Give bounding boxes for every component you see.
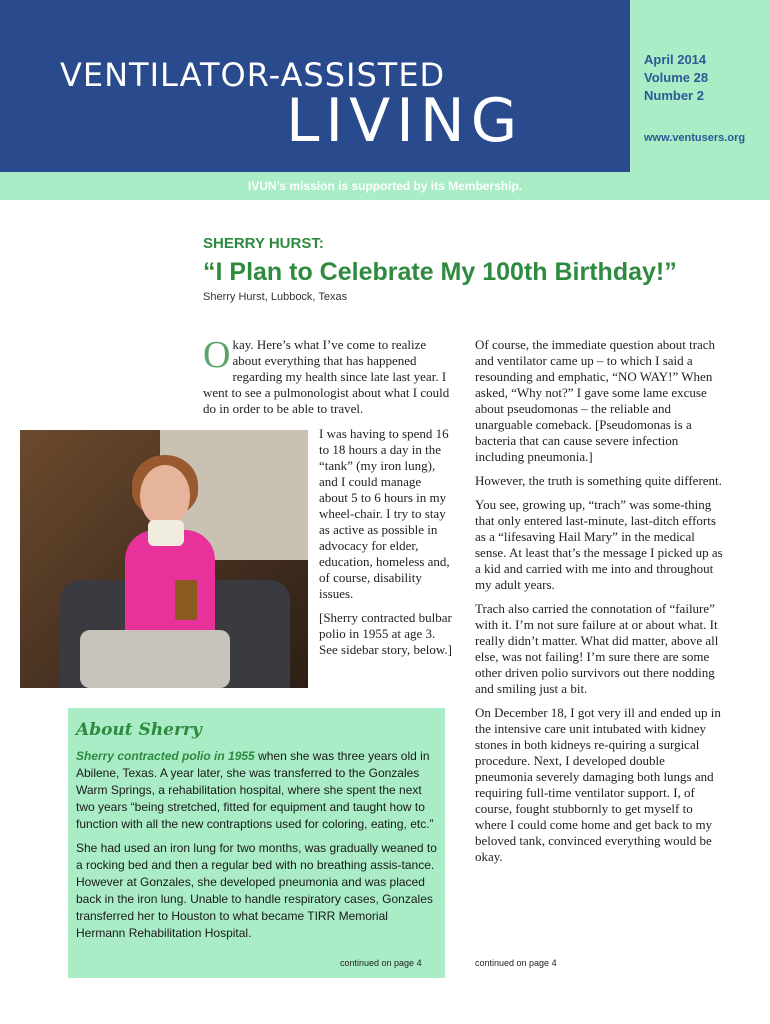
right-paragraph-3: You see, growing up, “trach” was some-thing that only entered last-minute, last-ditch efforts as a “lifesaving Hail Mary” in the medical sense. At least that’s the message I picked up as a kid and carried with me into and throughout my adult years. (475, 497, 723, 592)
sidebar-continued-note: continued on page 4 (340, 958, 422, 968)
photo-face (140, 465, 190, 527)
photo-cup (175, 580, 197, 620)
right-continued-note: continued on page 4 (475, 958, 557, 968)
issue-date: April 2014 (644, 52, 707, 67)
photo-shirt (125, 530, 215, 640)
photo-lap-tray (80, 630, 230, 688)
sidebar-title: About Sherry (76, 720, 202, 740)
intro-text: kay. Here’s what I’ve come to realize about everything that has happened regarding my health since late last year. I went to see a pulmonologist about what I could do in order to be able to travel. (203, 337, 450, 416)
right-paragraph-4: Trach also carried the connotation of “failure” with it. I’m not sure failure at or about what. It really didn’t matter. What did matter, above all else, was not failing! I’m sure there are some other driven polio survivors out there nodding and smiling just a bit. (475, 601, 719, 696)
article-right-column (475, 337, 725, 873)
mission-bar (0, 172, 770, 200)
website-link[interactable]: www.ventusers.org (644, 132, 746, 144)
sidebar-lead: Sherry contracted polio in 1955 (76, 749, 255, 763)
right-paragraph-2: However, the truth is something quite different. (475, 473, 722, 488)
right-paragraph-5: On December 18, I got very ill and ended up in the intensive care unit intubated with kidney stones in both kidneys re-quiring a surgical procedure. Next, I developed double pneumonia severely damaging both lungs and requiring full-time ventilator support. I, of course, fought stubbornly to get myself to where I could come home and get back to my beloved tank, convinced everything would be okay. (475, 705, 721, 864)
narrow-paragraph-1: I was having to spend 16 to 18 hours a day in the “tank” (my iron lung), and I could manage about 5 to 6 hours in my wheel-chair. I try to stay as active as possible in advocacy for elder, education, homeless and, of course, disability issues. (319, 426, 450, 601)
sidebar-p1-rest: when she was three years old in Abilene, Texas. A year later, she was transferred to the Gonzales Warm Springs, a rehabilitation hospital, where she spent the next two years “being stretched, fitted for equipment and taught how to function with all the new contraptions used for coloring, eating, etc.” (76, 749, 434, 831)
issue-number: Number 2 (644, 88, 704, 103)
article-headline: “I Plan to Celebrate My 100th Birthday!” (203, 258, 677, 286)
right-paragraph-1: Of course, the immediate question about trach and ventilator came up – to which I said a resounding and emphatic, “NO WAY!” When asked, “Why not?” I gave some lame excuse about pseudomonas – the reliable and unarguable comeback. [Pseudomonas is a bacteria that can cause severe infection including pneumonia.] (475, 337, 716, 464)
issue-volume: Volume 28 (644, 70, 709, 85)
sidebar-paragraph-2: She had used an iron lung for two months, was gradually weaned to a rocking bed and then a regular bed with no breathing assis-tance. However at Gonzales, she developed pneumonia and was placed back in the iron lung. Unable to handle respiratory cases, Gonzales transferred her to Houston to what became TIRR Memorial Hermann Rehabilitation Hospital. (76, 841, 437, 940)
photo-collar (148, 520, 184, 546)
sidebar-body (76, 748, 440, 949)
article-byline: Sherry Hurst, Lubbock, Texas (203, 291, 348, 303)
mission-statement: IVUN’s mission is supported by its Membership. (247, 179, 523, 193)
sidebar-paragraph-1 (76, 748, 440, 833)
narrow-paragraph-2: [Sherry contracted bulbar polio in 1955 at age 3. See sidebar story, below.] (319, 610, 452, 657)
newsletter-title-living: LIVING (286, 86, 524, 156)
article-kicker: SHERRY HURST: (203, 235, 324, 252)
masthead (0, 0, 630, 172)
drop-cap: O (203, 334, 231, 376)
sherry-photo (20, 430, 308, 688)
newsletter-title-top: VENTILATOR-ASSISTED (60, 56, 446, 94)
article-narrow-column (319, 426, 453, 666)
about-sherry-sidebar (68, 708, 445, 978)
article-intro (203, 334, 453, 417)
issue-info (630, 0, 770, 172)
